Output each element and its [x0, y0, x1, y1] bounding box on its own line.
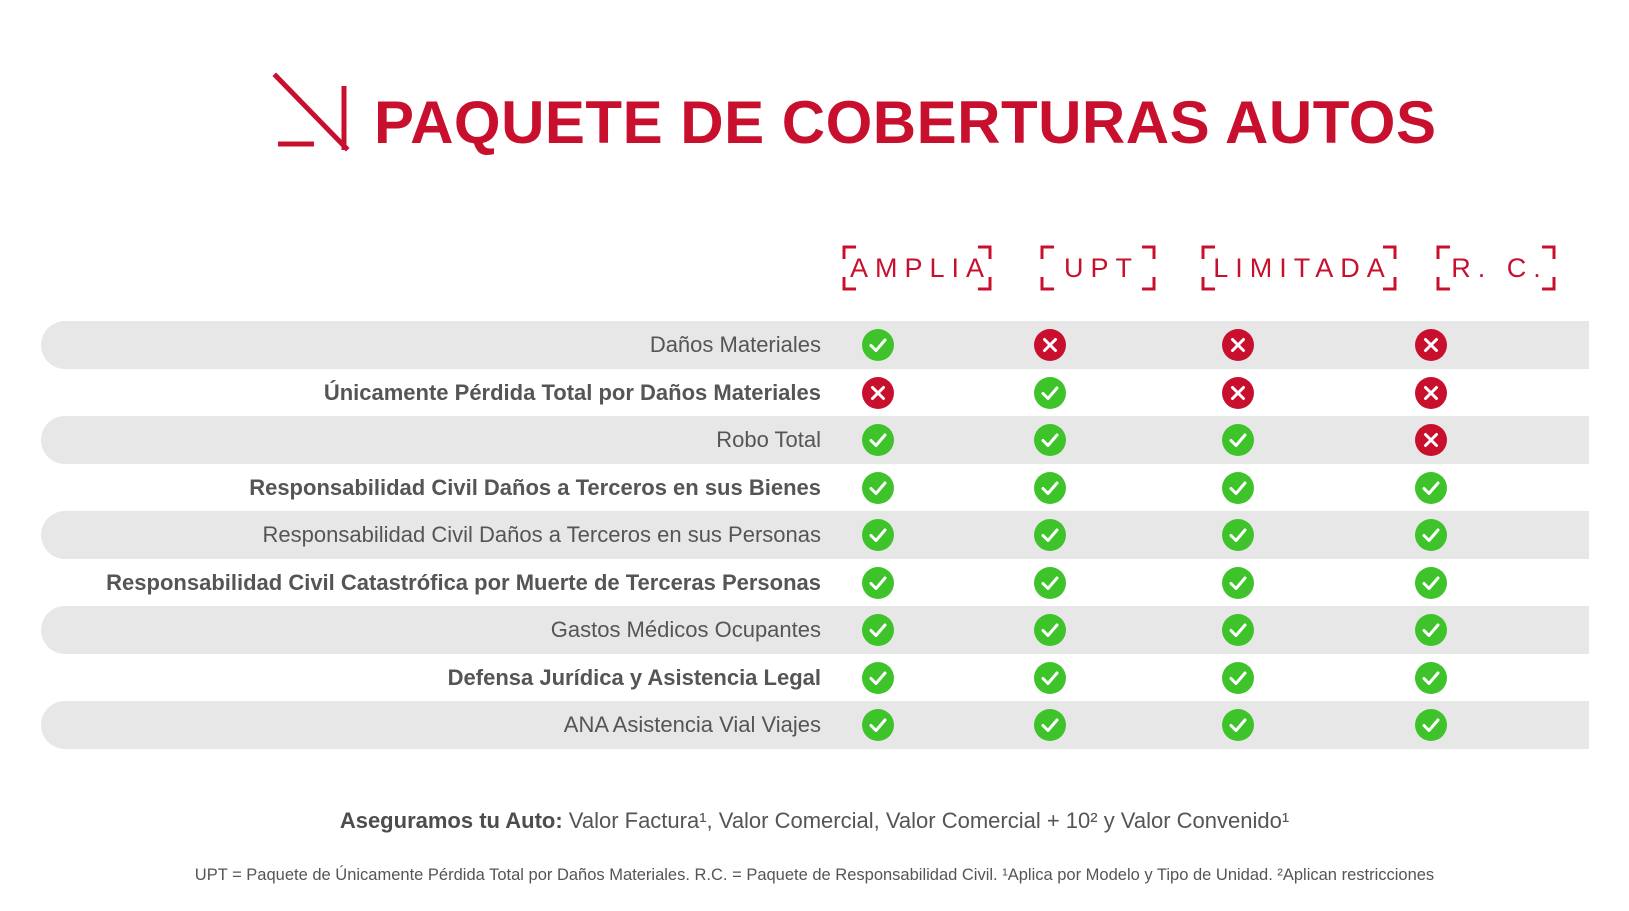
table-row [41, 511, 1589, 559]
coverage-label: Responsabilidad Civil Catastrófica por Muerte de Terceras Personas [106, 569, 821, 595]
plan-label: LIMITADA [1213, 252, 1392, 283]
check-circle-icon [862, 614, 894, 646]
check-circle-icon [1222, 519, 1254, 551]
check-circle-icon [1034, 424, 1066, 456]
check-circle-icon [1415, 567, 1447, 599]
coverage-table [41, 321, 1589, 749]
plan-label: R. C. [1451, 252, 1548, 283]
cross-circle-icon [1415, 377, 1447, 409]
check-circle-icon [1222, 709, 1254, 741]
footer-text: Valor Factura¹, Valor Comercial, Valor Comercial + 10² y Valor Convenido¹ [562, 808, 1290, 833]
check-circle-icon [1222, 424, 1254, 456]
table-row [41, 559, 1589, 607]
footer-values [0, 808, 1629, 834]
check-circle-icon [1034, 519, 1066, 551]
check-circle-icon [1034, 709, 1066, 741]
check-circle-icon [1415, 709, 1447, 741]
cross-circle-icon [1415, 329, 1447, 361]
plan-label: AMPLIA [849, 252, 992, 283]
coverage-label: Únicamente Pérdida Total por Daños Materiales [323, 379, 821, 405]
footer-lead: Aseguramos tu Auto: [339, 808, 563, 833]
table-row [41, 606, 1589, 654]
cross-circle-icon [1222, 377, 1254, 409]
check-circle-icon [1415, 472, 1447, 504]
check-circle-icon [1222, 567, 1254, 599]
check-circle-icon [862, 519, 894, 551]
coverage-label: Defensa Jurídica y Asistencia Legal [447, 664, 821, 690]
cross-circle-icon [1415, 424, 1447, 456]
footnote: UPT = Paquete de Únicamente Pérdida Total por Daños Materiales. R.C. = Paquete de Responsabilidad Civil. ¹Aplica por Modelo y Tipo de Unidad. ²Aplican restricciones [194, 866, 1435, 884]
coverage-label: Daños Materiales [649, 332, 821, 357]
table-row [41, 701, 1589, 749]
check-circle-icon [1034, 614, 1066, 646]
check-circle-icon [1222, 662, 1254, 694]
check-circle-icon [862, 329, 894, 361]
table-row [41, 654, 1589, 702]
check-circle-icon [862, 424, 894, 456]
check-circle-icon [1222, 472, 1254, 504]
check-circle-icon [1415, 519, 1447, 551]
cross-circle-icon [1034, 329, 1066, 361]
check-circle-icon [1034, 472, 1066, 504]
check-circle-icon [1034, 377, 1066, 409]
table-row [41, 464, 1589, 512]
check-circle-icon [1415, 614, 1447, 646]
check-circle-icon [1415, 662, 1447, 694]
plan-header-rc [1436, 245, 1556, 291]
coverage-label: Gastos Médicos Ocupantes [550, 617, 821, 642]
check-circle-icon [862, 472, 894, 504]
table-row [41, 321, 1589, 369]
plan-label: UPT [1064, 252, 1139, 283]
check-circle-icon [862, 709, 894, 741]
check-circle-icon [862, 567, 894, 599]
check-circle-icon [1034, 662, 1066, 694]
table-row [41, 369, 1589, 417]
coverage-label: ANA Asistencia Vial Viajes [563, 712, 821, 737]
plan-header-amplia [842, 245, 992, 291]
arrow-down-right-icon [270, 72, 350, 154]
plan-header-limitada [1201, 245, 1397, 291]
check-circle-icon [1222, 614, 1254, 646]
cross-circle-icon [862, 377, 894, 409]
plan-header-upt [1040, 245, 1156, 291]
check-circle-icon [1034, 567, 1066, 599]
coverage-label: Responsabilidad Civil Daños a Terceros en sus Bienes [249, 474, 821, 500]
coverage-label: Robo Total [716, 427, 821, 452]
cross-circle-icon [1222, 329, 1254, 361]
coverage-label: Responsabilidad Civil Daños a Terceros en sus Personas [262, 522, 821, 547]
table-row [41, 416, 1589, 464]
page-title: PAQUETE DE COBERTURAS AUTOS [374, 89, 1437, 156]
check-circle-icon [862, 662, 894, 694]
